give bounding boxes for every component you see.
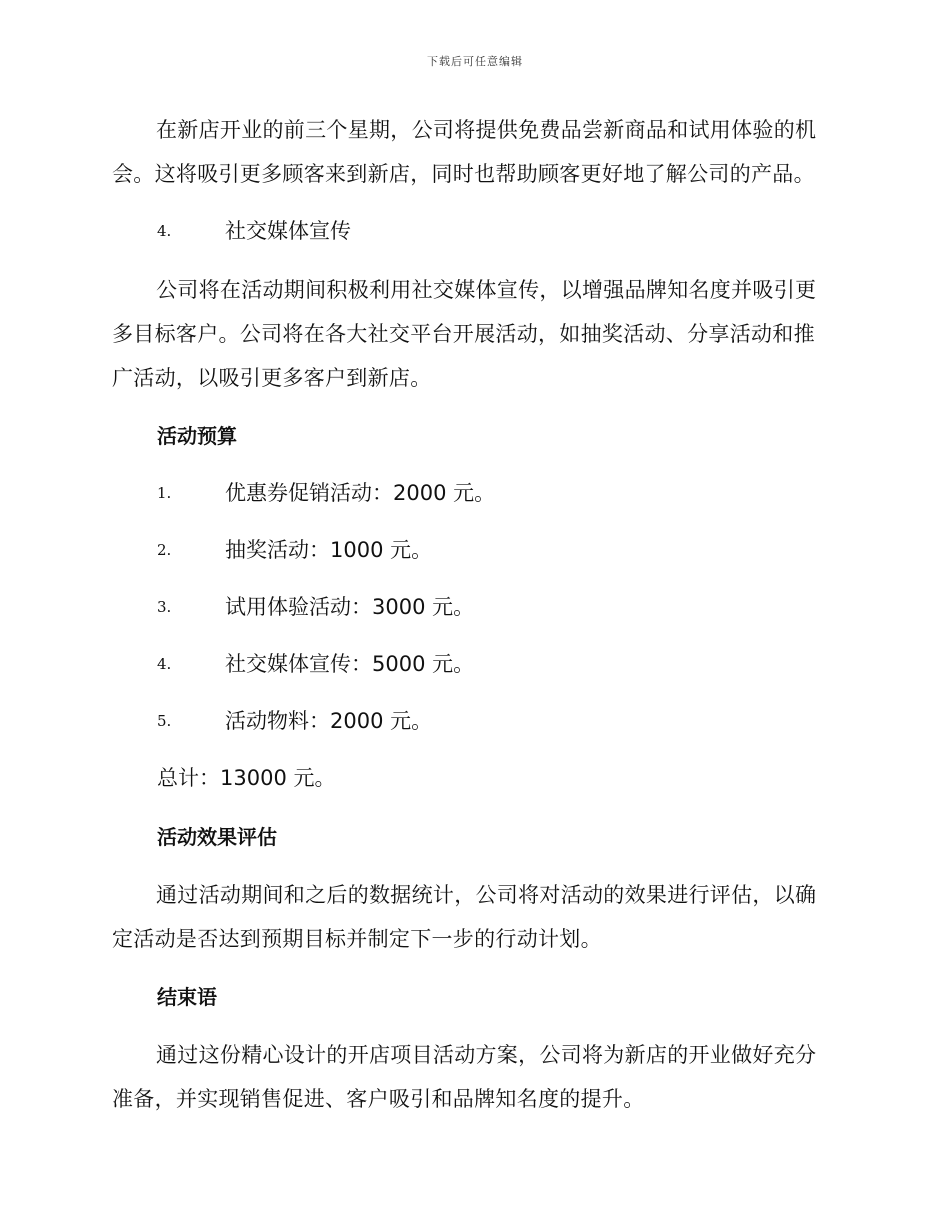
paragraph-evaluation: 通过活动期间和之后的数据统计，公司将对活动的效果进行评估，以确定活动是否达到预期目标并制定下一步的行动计划。 bbox=[112, 883, 817, 951]
budget-item-number: 5. bbox=[157, 712, 172, 730]
budget-item bbox=[157, 592, 837, 622]
list-item-social-media-section bbox=[157, 216, 837, 246]
paragraph-social-media: 公司将在活动期间积极利用社交媒体宣传，以增强品牌知名度并吸引更多目标客户。公司将在各大社交平台开展活动，如抽奖活动、分享活动和推广活动，以吸引更多客户到新店。 bbox=[112, 278, 817, 390]
heading-evaluation: 活动效果评估 bbox=[157, 825, 277, 849]
budget-item bbox=[157, 535, 837, 565]
header-note: 下载后可任意编辑 bbox=[427, 55, 523, 68]
budget-total: 总计：13000 元。 bbox=[157, 766, 336, 790]
budget-item-number: 1. bbox=[157, 484, 172, 502]
budget-item bbox=[157, 478, 837, 508]
paragraph-conclusion: 通过这份精心设计的开店项目活动方案，公司将为新店的开业做好充分准备，并实现销售促进、客户吸引和品牌知名度的提升。 bbox=[112, 1043, 817, 1111]
budget-item-label: 优惠券促销活动：2000 元。 bbox=[225, 481, 496, 505]
budget-item-number: 2. bbox=[157, 541, 172, 559]
budget-item-label: 抽奖活动：1000 元。 bbox=[225, 538, 433, 562]
paragraph-free-trial: 在新店开业的前三个星期，公司将提供免费品尝新商品和试用体验的机会。这将吸引更多顾客来到新店，同时也帮助顾客更好地了解公司的产品。 bbox=[112, 118, 817, 186]
budget-item bbox=[157, 649, 837, 679]
budget-item-number: 3. bbox=[157, 598, 172, 616]
budget-item-label: 社交媒体宣传：5000 元。 bbox=[225, 652, 475, 676]
list-item-number: 4. bbox=[157, 222, 172, 240]
heading-budget: 活动预算 bbox=[157, 424, 237, 448]
budget-item-number: 4. bbox=[157, 655, 172, 673]
budget-item bbox=[157, 706, 837, 736]
budget-item-label: 活动物料：2000 元。 bbox=[225, 709, 433, 733]
list-item-label: 社交媒体宣传 bbox=[225, 219, 351, 243]
budget-item-label: 试用体验活动：3000 元。 bbox=[225, 595, 475, 619]
heading-conclusion: 结束语 bbox=[157, 985, 217, 1009]
